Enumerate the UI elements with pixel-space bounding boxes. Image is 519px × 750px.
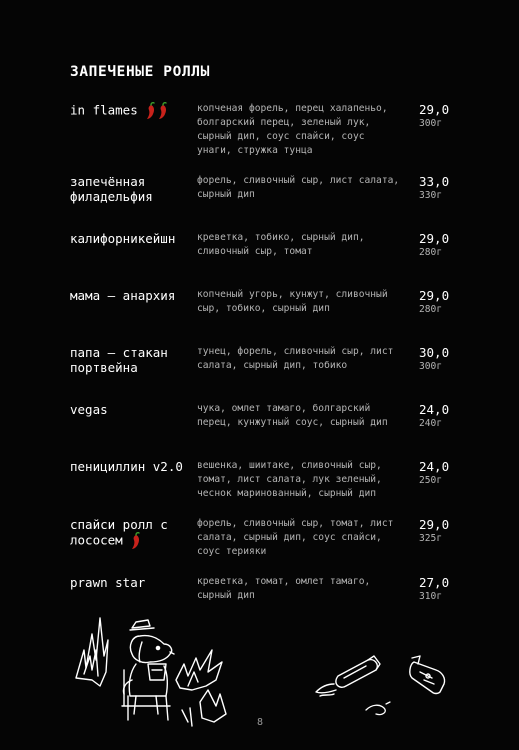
item-price: 30,0 — [419, 345, 450, 360]
item-name: папа — стакан портвейна — [70, 345, 168, 375]
item-name: prawn star — [70, 575, 146, 590]
page-number: 8 — [256, 717, 264, 728]
item-price: 29,0 — [419, 288, 450, 303]
chili-pepper-icon — [130, 532, 142, 550]
item-weight: 310г — [419, 591, 443, 602]
item-description: тунец, форель, сливочный сыр, лист салата, сырный дип, тобико — [197, 346, 394, 371]
item-price: 33,0 — [419, 174, 450, 189]
item-price: 29,0 — [419, 102, 450, 117]
item-weight: 330г — [419, 190, 443, 201]
splash-doodle — [364, 700, 392, 718]
item-price: 29,0 — [419, 231, 450, 246]
item-weight: 280г — [419, 304, 443, 315]
item-weight: 300г — [419, 361, 443, 372]
item-weight: 300г — [419, 118, 443, 129]
item-description: вешенка, шиитаке, сливочный сыр, томат, лист салата, лук зеленый, чеснок маринованный, сырный дип — [197, 460, 382, 499]
item-description: форель, сливочный сыр, лист салата, сырный дип — [197, 175, 400, 200]
item-weight: 325г — [419, 533, 443, 544]
item-price: 29,0 — [419, 517, 450, 532]
item-description: креветка, томат, омлет тамаго, сырный дип — [197, 576, 371, 601]
item-name: vegas — [70, 402, 108, 417]
item-price: 24,0 — [419, 459, 450, 474]
chili-pepper-icon — [157, 102, 169, 120]
item-price: 24,0 — [419, 402, 450, 417]
chili-pepper-icon — [145, 102, 157, 120]
sauce-bottle-doodle — [406, 652, 454, 696]
dog-on-fire-doodle — [70, 610, 250, 728]
item-name: запечённая филадельфия — [70, 174, 153, 204]
item-description: форель, сливочный сыр, томат, лист салата, сырный дип, соус спайси, соус терияки — [197, 518, 394, 557]
section-title: ЗАПЕЧЕНЫЕ РОЛЛЫ — [70, 64, 210, 80]
item-description: копченый угорь, кунжут, сливочный сыр, тобико, сырный дип — [197, 289, 388, 314]
item-name: калифорникейшн — [70, 231, 176, 246]
item-description: копченая форель, перец халапеньо, болгарский перец, зеленый лук, сырный дип, соус спайси, соус унаги, стружка тунца — [197, 103, 388, 156]
item-price: 27,0 — [419, 575, 450, 590]
item-description: креветка, тобико, сырный дип, сливочный сыр, томат — [197, 232, 365, 257]
item-weight: 240г — [419, 418, 443, 429]
item-name: in flames — [70, 102, 194, 120]
item-name: пенициллин v2.0 — [70, 459, 183, 474]
item-description: чука, омлет тамаго, болгарский перец, кунжутный соус, сырный дип — [197, 403, 388, 428]
item-name: мама — анархия — [70, 288, 176, 303]
item-weight: 280г — [419, 247, 443, 258]
item-weight: 250г — [419, 475, 443, 486]
item-name: спайси ролл с лососем — [70, 517, 194, 550]
bottle-doodle — [312, 654, 384, 698]
